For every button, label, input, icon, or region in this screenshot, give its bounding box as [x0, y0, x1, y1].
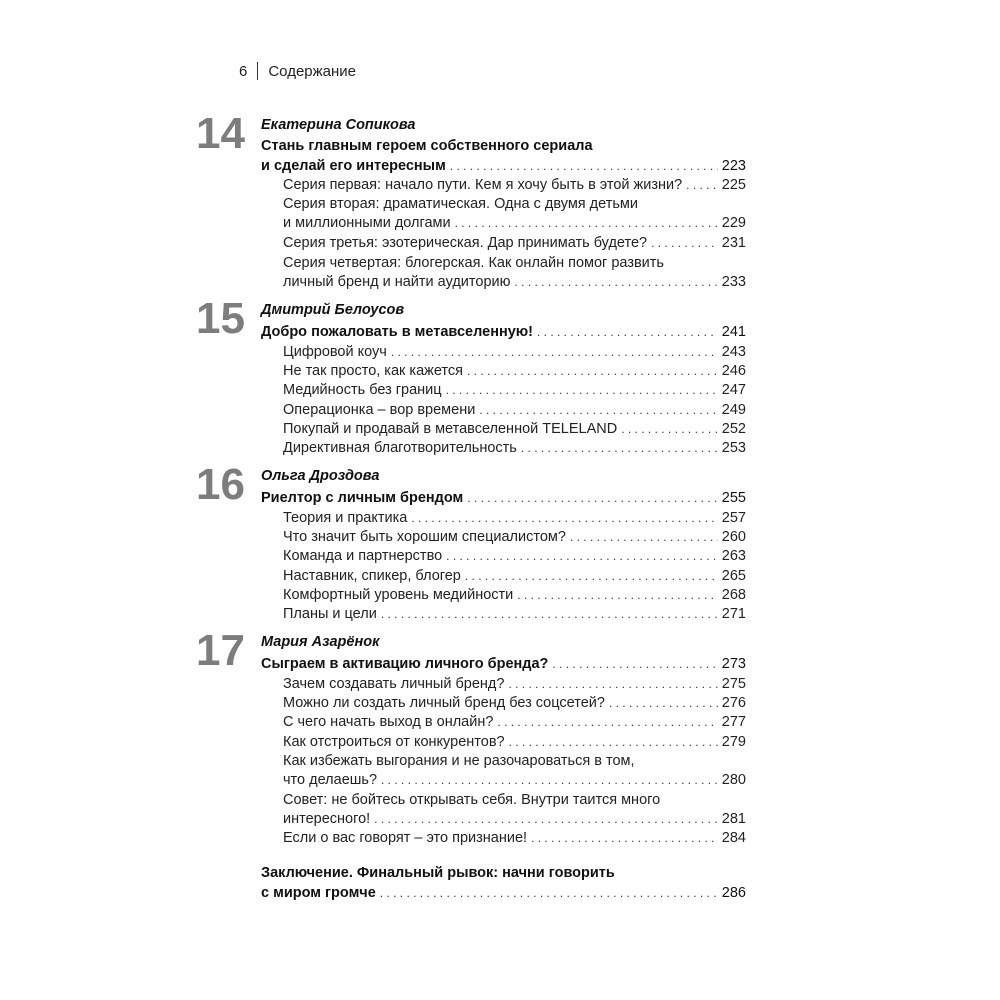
toc-entry[interactable] [283, 546, 746, 566]
entry-text-line1: Как избежать выгорания и не разочароваться в том, [283, 753, 635, 769]
entry-text: Операционка – вор времени [283, 402, 476, 418]
entry-text: Добро пожаловать в метавселенную! [261, 324, 533, 340]
header-divider [257, 62, 258, 80]
toc-entry[interactable] [283, 770, 746, 790]
leader-dots [467, 361, 718, 381]
entry-page: 255 [721, 490, 746, 506]
toc-entry[interactable] [283, 809, 746, 829]
chapter-title-line1: Стань главным героем собственного сериала [261, 138, 593, 154]
leader-dots [517, 585, 718, 605]
toc-entry[interactable] [283, 361, 746, 381]
entry-page: 273 [721, 656, 746, 672]
entry-text: Что значит быть хорошим специалистом? [283, 529, 566, 545]
leader-dots [381, 770, 718, 790]
entry-page: 275 [721, 676, 746, 692]
entry-page: 247 [721, 382, 746, 398]
entry-text: Медийность без границ [283, 382, 442, 398]
entry-page: 263 [721, 548, 746, 564]
leader-dots [537, 322, 718, 342]
entry-page: 280 [721, 772, 746, 788]
leader-dots [479, 400, 717, 420]
entry-page: 284 [721, 830, 746, 846]
leader-dots [514, 272, 717, 292]
toc-entry[interactable] [283, 527, 746, 547]
entry-page: 281 [721, 811, 746, 827]
header-title: Содержание [268, 62, 357, 80]
leader-dots [531, 828, 718, 848]
chapter-number: 14 [196, 109, 245, 158]
chapter-number: 15 [196, 294, 245, 343]
toc-entry[interactable] [283, 732, 746, 752]
entry-page: 231 [721, 235, 746, 251]
leader-dots [621, 419, 718, 439]
entry-page: 276 [721, 695, 746, 711]
entry-text: Серия первая: начало пути. Кем я хочу быть в этой жизни? [283, 177, 683, 193]
toc-entry[interactable] [283, 419, 746, 439]
entry-page: 233 [721, 274, 746, 290]
entry-text: интересного! [283, 811, 371, 827]
entry-page: 252 [721, 421, 746, 437]
entry-text-line1: Совет: не бойтесь открывать себя. Внутри таится много [283, 792, 661, 808]
chapter-author: Мария Азарёнок [261, 634, 380, 650]
entry-page: 260 [721, 529, 746, 545]
chapter-author: Екатерина Сопикова [261, 117, 416, 133]
chapter-number: 16 [196, 460, 245, 509]
leader-dots [380, 883, 718, 903]
entry-text: Цифровой коуч [283, 344, 387, 360]
entry-text: Зачем создавать личный бренд? [283, 676, 505, 692]
toc-entry[interactable] [283, 400, 746, 420]
entry-text: личный бренд и найти аудиторию [283, 274, 511, 290]
chapter-title-entry[interactable] [261, 322, 746, 342]
conclusion-entry[interactable] [261, 883, 746, 903]
chapter-title-entry[interactable] [261, 488, 746, 508]
toc-entry[interactable] [283, 233, 746, 253]
entry-page: 268 [721, 587, 746, 603]
entry-text: С чего начать выход в онлайн? [283, 714, 494, 730]
leader-dots [651, 233, 718, 253]
toc-entry[interactable] [283, 508, 746, 528]
entry-page: 241 [721, 324, 746, 340]
toc-entry[interactable] [283, 712, 746, 732]
entry-text: и сделай его интересным [261, 158, 446, 174]
leader-dots [411, 508, 717, 528]
entry-page: 229 [721, 215, 746, 231]
leader-dots [374, 809, 718, 829]
leader-dots [450, 156, 718, 176]
entry-text: и миллионными долгами [283, 215, 451, 231]
leader-dots [467, 488, 718, 508]
entry-page: 271 [721, 606, 746, 622]
entry-text: с миром громче [261, 885, 376, 901]
toc-entry[interactable] [283, 213, 746, 233]
entry-text: что делаешь? [283, 772, 378, 788]
leader-dots [686, 175, 718, 195]
chapter-title-entry[interactable] [261, 156, 746, 176]
entry-text: Директивная благотворительность [283, 440, 517, 456]
toc-entry[interactable] [283, 342, 746, 362]
entry-text: Команда и партнерство [283, 548, 443, 564]
entry-text: Серия третья: эзотерическая. Дар принимать будете? [283, 235, 648, 251]
entry-text: Покупай и продавай в метавселенной TELELAND [283, 421, 618, 437]
page-number: 6 [239, 62, 248, 80]
toc-entry[interactable] [283, 272, 746, 292]
entry-text: Риелтор с личным брендом [261, 490, 464, 506]
entry-page: 246 [721, 363, 746, 379]
entry-text-line1: Серия вторая: драматическая. Одна с двумя детьми [283, 196, 638, 212]
entry-page: 243 [721, 344, 746, 360]
chapter-author: Дмитрий Белоусов [261, 302, 405, 318]
entry-page: 277 [721, 714, 746, 730]
entry-text: Сыграем в активацию личного бренда? [261, 656, 549, 672]
entry-text: Можно ли создать личный бренд без соцсетей? [283, 695, 605, 711]
toc-entry[interactable] [283, 566, 746, 586]
entry-page: 249 [721, 402, 746, 418]
entry-text: Наставник, спикер, блогер [283, 568, 461, 584]
entry-page: 257 [721, 510, 746, 526]
toc-entry[interactable] [283, 693, 746, 713]
entry-text: Если о вас говорят – это признание! [283, 830, 528, 846]
leader-dots [455, 213, 718, 233]
leader-dots [570, 527, 718, 547]
running-header [239, 62, 356, 80]
leader-dots [508, 674, 717, 694]
entry-text: Планы и цели [283, 606, 377, 622]
chapter-number: 17 [196, 626, 245, 675]
conclusion-line1: Заключение. Финальный рывок: начни говорить [261, 865, 615, 881]
chapter-title-entry[interactable] [261, 654, 746, 674]
leader-dots [609, 693, 718, 713]
toc-entry[interactable] [283, 585, 746, 605]
leader-dots [446, 546, 718, 566]
entry-text: Не так просто, как кажется [283, 363, 463, 379]
entry-page: 253 [721, 440, 746, 456]
leader-dots [391, 342, 718, 362]
entry-page: 225 [721, 177, 746, 193]
leader-dots [552, 654, 717, 674]
toc-entry[interactable] [283, 604, 746, 624]
entry-page: 223 [721, 158, 746, 174]
leader-dots [497, 712, 717, 732]
toc-entry[interactable] [283, 438, 746, 458]
chapter-author: Ольга Дроздова [261, 468, 380, 484]
toc-entry[interactable] [283, 828, 746, 848]
leader-dots [509, 732, 718, 752]
entry-page: 265 [721, 568, 746, 584]
entry-text-line1: Серия четвертая: блогерская. Как онлайн помог развить [283, 255, 664, 271]
entry-text: Комфортный уровень медийности [283, 587, 514, 603]
entry-page: 286 [721, 885, 746, 901]
leader-dots [521, 438, 718, 458]
entry-page: 279 [721, 734, 746, 750]
entry-text: Теория и практика [283, 510, 408, 526]
toc-entry[interactable] [283, 175, 746, 195]
leader-dots [465, 566, 718, 586]
toc-entry[interactable] [283, 380, 746, 400]
toc-entry[interactable] [283, 674, 746, 694]
leader-dots [381, 604, 718, 624]
leader-dots [446, 380, 718, 400]
entry-text: Как отстроиться от конкурентов? [283, 734, 505, 750]
